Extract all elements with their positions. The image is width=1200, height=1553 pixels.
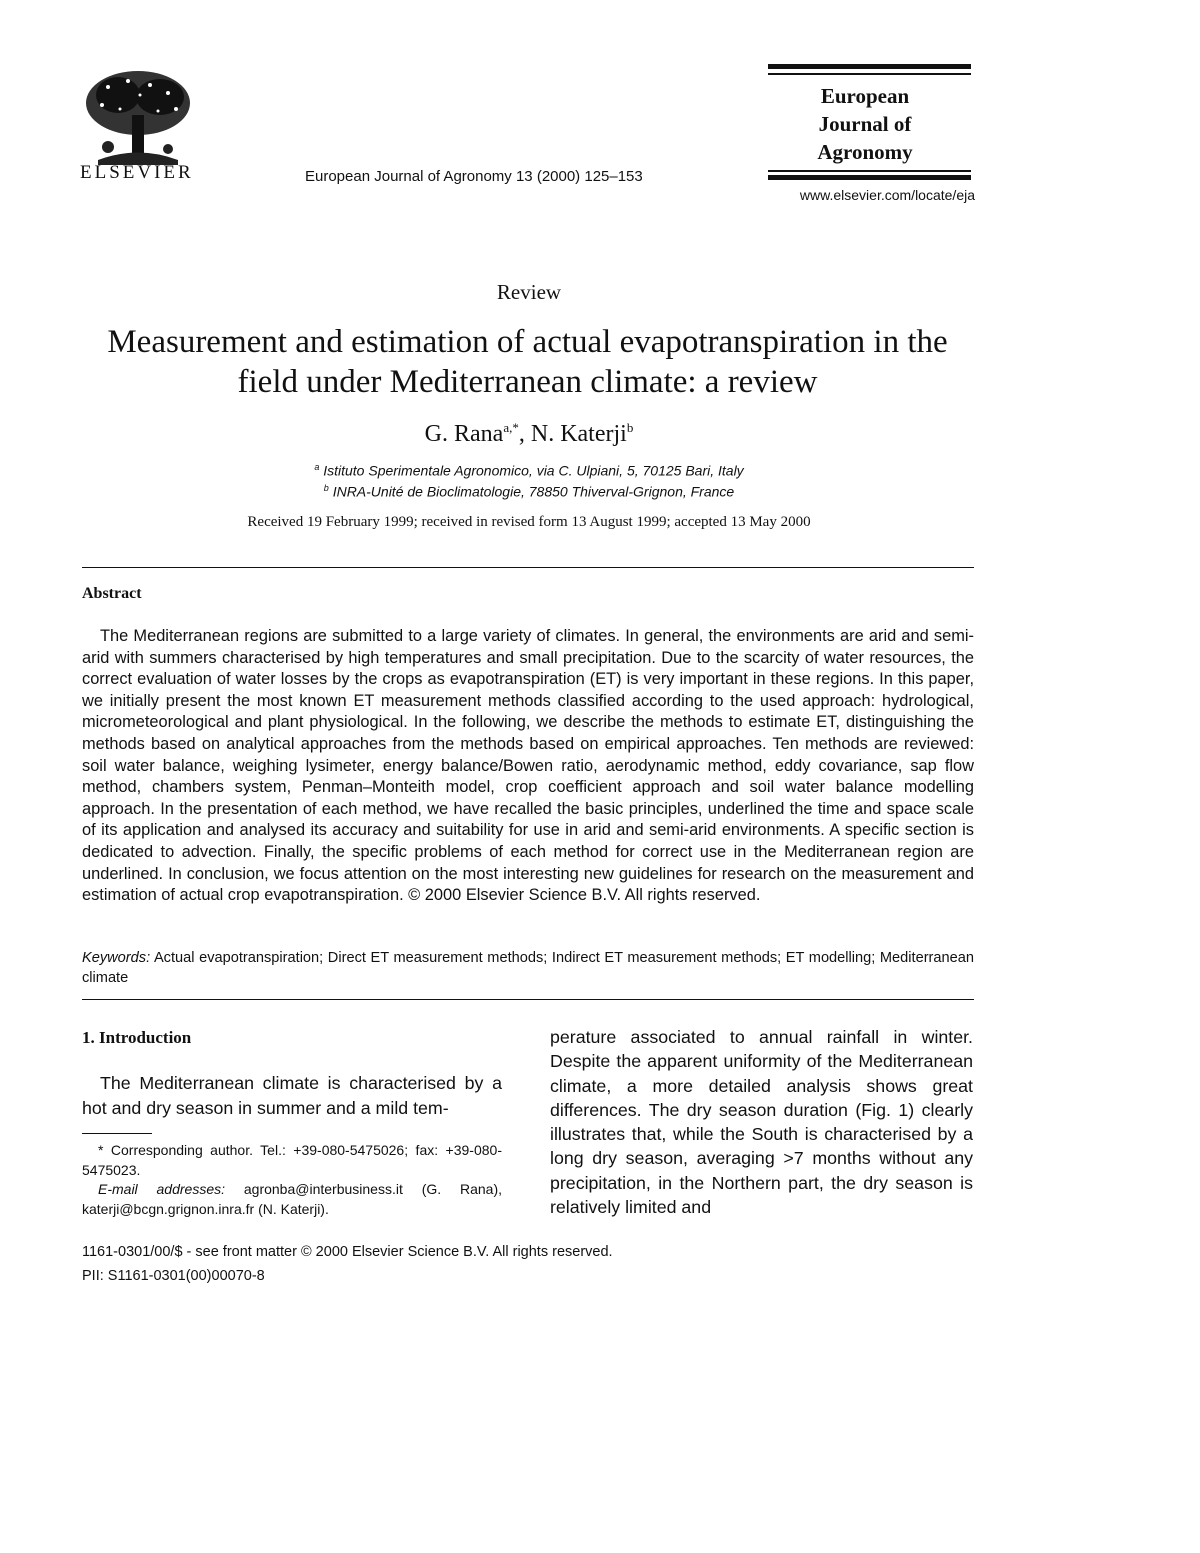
abstract-top-rule xyxy=(82,567,974,568)
author-list: G. Rana$^{a,*}$, N. Katerji$^b$ xyxy=(424,420,634,447)
abstract-heading: Abstract xyxy=(82,585,142,602)
author-name: G. Rana xyxy=(424,421,504,447)
affiliation-mark: b xyxy=(323,483,329,493)
article-title: Measurement and estimation of actual evapotranspiration in the field under Mediterranean climate: a review xyxy=(107,324,948,400)
journal-name-line-1: European xyxy=(820,84,910,108)
intro-left-column-text: The Mediterranean climate is characterised by a hot and dry season in summer and a mild tem- xyxy=(82,1073,502,1118)
footnote xyxy=(82,1141,502,1219)
journal-name-line-2: Journal of xyxy=(818,112,912,136)
article-dates: Received 19 February 1999; received in revised form 13 August 1999; accepted 13 May 2000 xyxy=(247,514,811,530)
journal-box-top-rule-thick xyxy=(768,64,971,69)
email-label: E-mail addresses: xyxy=(98,1181,226,1197)
intro-right-column-text: perature associated to annual rainfall in winter. Despite the apparent uniformity of the Mediterranean climate, a more detailed analysis shows great differences. The dry season duration (Fig. 1) clearly illustrates that, while the South is characterised by a long dry season, averaging >7 months without any precipitation, in the Northern part, the dry season is relatively limited and xyxy=(550,1027,973,1218)
journal-name-line-3: Agronomy xyxy=(817,140,913,164)
publisher-name: ELSEVIER xyxy=(80,162,194,183)
affiliation-b xyxy=(0,483,1058,500)
journal-box-bottom-rule-thin xyxy=(768,170,971,172)
keywords-label: Keywords: xyxy=(82,950,151,966)
affiliation-mark: a xyxy=(314,462,320,472)
article-type: Review xyxy=(496,280,562,304)
affiliation-text: INRA-Unité de Bioclimatologie, 78850 Thiverval-Grignon, France xyxy=(332,483,735,500)
affiliation-text: Istituto Sperimentale Agronomico, via C. Ulpiani, 5, 70125 Bari, Italy xyxy=(323,462,744,479)
abstract-text: The Mediterranean regions are submitted to a large variety of climates. In general, the environments are arid and semi-arid with summers characterised by high temperatures and small precipitation. Due to the scarcity of water resources, the correct evaluation of water losses by the crops as evapotranspiration (ET) is very important in these regions. In this paper, we initially present the most known ET measurement methods classified according to the used approach: hydrological, micrometeorological and plant physiological. In the following, we describe the methods to estimate ET, distinguishing the methods based on analytical approaches from the methods based on empirical approaches. Ten methods are reviewed: soil water balance, weighing lysimeter, energy balance/Bowen ratio, aerodynamic method, eddy covariance, sap flow method, chambers system, Penman–Monteith model, crop coefficient approach and soil water balance modelling approach. In the presentation of each method, we have recalled the basic principles, underlined the time and space scale of its application and analysed its accuracy and suitability for use in arid and semi-arid environments. A specific section is dedicated to advection. Finally, the specific problems of each method for correct use in the Mediterranean region are underlined. In conclusion, we focus attention on the most interesting new guidelines for research on the measurement and estimation of actual crop evapotranspiration. © 2000 Elsevier Science B.V. All rights reserved. xyxy=(82,627,974,905)
keywords xyxy=(82,948,974,988)
footnote-corresponding: * Corresponding author. Tel.: +39-080-5475026; fax: +39-080-5475023. xyxy=(82,1142,502,1178)
footnote-email xyxy=(82,1180,502,1219)
journal-url: www.elsevier.com/locate/eja xyxy=(799,187,975,203)
email-addresses: agronba@interbusiness.it (G. Rana), katerji@bcgn.grignon.inra.fr (N. Katerji). xyxy=(82,1181,503,1217)
abstract-bottom-rule xyxy=(82,999,974,1000)
pii-line: PII: S1161-0301(00)00070-8 xyxy=(82,1268,265,1284)
journal-box-bottom-rule-thick xyxy=(768,175,971,180)
footnote-rule xyxy=(82,1133,152,1134)
author-name: N. Katerji xyxy=(530,421,627,447)
journal-box-top-rule-thin xyxy=(768,73,971,75)
affiliation-a xyxy=(0,462,1058,479)
author-marks: b xyxy=(626,420,634,435)
keywords-text: Actual evapotranspiration; Direct ET measurement methods; Indirect ET measurement methods; ET modelling; Mediterranean climate xyxy=(82,950,975,986)
section-heading-introduction: 1. Introduction xyxy=(82,1028,192,1047)
copyright-line: 1161-0301/00/$ - see front matter © 2000 Elsevier Science B.V. All rights reserved. xyxy=(82,1244,613,1260)
journal-name-block xyxy=(785,82,945,166)
journal-citation: European Journal of Agronomy 13 (2000) 125–153 xyxy=(305,168,643,185)
author-marks: a,* xyxy=(503,420,519,435)
